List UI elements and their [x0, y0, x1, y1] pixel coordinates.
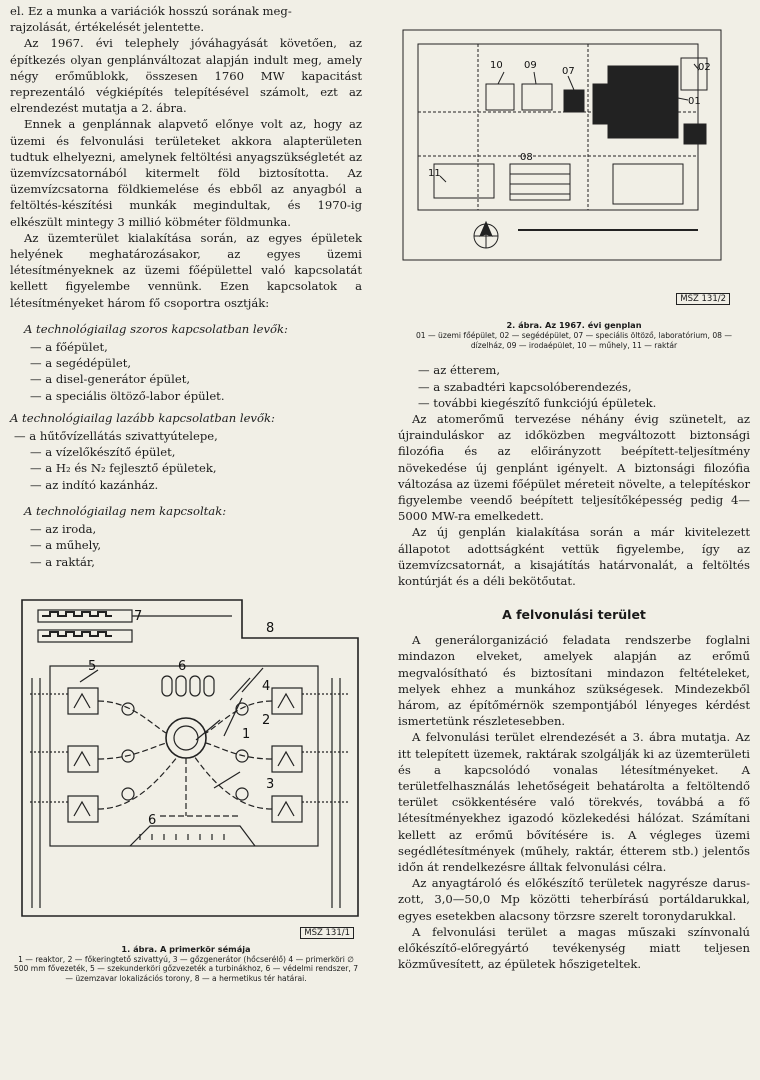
fig2-label-11: 11 [428, 168, 441, 179]
group2-item: — a vízelőkészítő épület, [30, 445, 176, 460]
fig1-label-3: 3 [266, 776, 275, 792]
group1-item: — a segédépület, [30, 356, 132, 371]
group1-title: A technológiailag szoros kapcsolatban levők: [24, 321, 288, 336]
fig2-caption [398, 321, 750, 350]
intro-line-2: rajzolását, értékelését jelentette. [10, 20, 205, 35]
fig2-label-07: 07 [562, 66, 575, 77]
fig1-ref-box [10, 920, 354, 939]
para-gen: A generálorganizáció feladata rendszerbe foglalni mindazon elveket, amelyek alapján az erőmű megvalósítható és biztosítani mindazon feltételeket, melyek ehhez a munkához szükségesek. Mindezekből három, az építőmérnök szempontjából lényeges kérdést ismertetünk részletesebben. [398, 633, 750, 729]
group3-title: A technológiailag nem kapcsoltak: [24, 503, 227, 518]
group1-item: — a disel-generátor épület, [30, 372, 191, 387]
fig2-caption-title: 2. ábra. Az 1967. évi genplan [506, 320, 642, 330]
para-atom: Az atomerőmű tervezése néhány évig szünetelt, az újrainduláskor az időközben megváltozott biztonsági filozófia és az előirányzott beépített-teljesítmény növekedése új genplánt igényelt. A biztonsági filozófia változása az üzemi főépület méreteit növelte, a telepítéskor figyelembe veendő beépített teljesítőképesség pedig 4—5000 MW-ra emelkedett. [398, 412, 750, 524]
intro-paragraph [10, 3, 362, 35]
fig1-ref: MSZ 131/1 [300, 927, 354, 939]
intro-line-1: el. Ez a munka a variációk hosszú sorának meg- [10, 4, 292, 18]
fig1-label-4: 4 [262, 678, 271, 694]
fig2-label-08: 08 [520, 152, 533, 163]
fig2-label-09: 09 [524, 60, 537, 71]
figure-1-primary-circuit-diagram [10, 588, 362, 938]
fig1-label-7: 7 [134, 608, 143, 624]
group3-item: — a műhely, [30, 538, 102, 553]
group2-item: — az indító kazánház. [30, 477, 159, 492]
right-list-item: — az étterem, [418, 363, 501, 378]
fig2-caption-body: 01 — üzemi főépület, 02 — segédépület, 07 — speciális öltöző, laboratórium, 08 — dízelház, 09 — irodaépület, 10 — műhely, 11 — raktár [415, 330, 733, 350]
fig1-label-5: 5 [88, 658, 97, 674]
fig1-label-6b: 6 [148, 812, 157, 828]
para-1967: Az 1967. évi telephely jóváhagyását követően, az építkezés olyan genplánváltozat alapján indult meg, amely négy erőműblokk, összesen 1760 MW kapacitást reprezentáló végkiépítés telepítésével számolt, ezt az elrendezést mutatja a 2. ábra. [10, 36, 362, 116]
fig1-caption [10, 945, 362, 984]
group1-item: — a főépület, [30, 340, 108, 355]
para-genplan: Ennek a genplánnak alapvető előnye volt az, hogy az üzemi és felvonulási területeket akkora alapterületen tudtuk elhelyezni, amelynek feltöltési anyagszükségletét az üzemvízcsatornából kitermelt föld biztosította. Az üzemvízcsatorna földkiemelése és ebből az anyagból a feltöltés-készítési munkák megindultak, és 1970-ig elkészült mintegy 3 millió köbméter földmunka. [10, 117, 362, 229]
fig1-label-8: 8 [266, 620, 275, 636]
right-list-item: — további kiegészítő funkciójú épületek. [418, 395, 657, 410]
para-anyag: Az anyagtároló és előkészítő területek nagyrésze daruszott, 3,0—50,0 Mp közötti teherbírású portáldarukkal, egyes esetekben alacsony törzsre szerelt toronydarukkal. [398, 876, 750, 923]
fig1-caption-title: 1. ábra. A primerkör sémája [121, 943, 251, 954]
fig1-label-2: 2 [262, 712, 271, 728]
fig2-label-02: 02 [698, 62, 711, 73]
group3-item: — az iroda, [30, 522, 97, 537]
right-list-item: — a szabadtéri kapcsolóberendezés, [418, 379, 632, 394]
left-column [10, 0, 362, 984]
fig1-label-1: 1 [242, 726, 251, 742]
right-list [398, 362, 750, 411]
group1-item: — a speciális öltöző-labor épület. [30, 388, 225, 403]
fig2-ref-box [398, 286, 730, 305]
figure-2-genplan-1967 [398, 24, 750, 292]
para-uzemterulet: Az üzemterület kialakítása során, az egyes épületek helyének meghatározásakor, az egyes üzemi létesítményeknek az üzemi főépülettel való kapcsolatát kellett figyelembe vennünk. Ezen kapcsolatok a létesítményeket három fő csoportra osztják: [10, 230, 362, 310]
fig2-label-10: 10 [490, 60, 503, 71]
para-uj: Az új genplán kialakítása során a már kivitelezett állapotot adottságként vettük figyelembe, így az üzemvízcsatornát, a kisajátítás határvonalát, a feltöltés kontúrját és a déli bekötőutat. [398, 525, 750, 589]
fig1-caption-body: 1 — reaktor, 2 — főkeringtető szivattyú, 3 — gőzgenerátor (hőcserélő) 4 — primerköri ∅ 500 mm fővezeték, 5 — szekunderköri gőzvezeték a turbinákhoz, 6 — védelmi rendszer, 7 — üzemzavar lokalizációs torony, 8 — a hermetikus tér határai. [13, 954, 359, 984]
group2-title: A technológiailag lazább kapcsolatban levők: [10, 410, 275, 425]
group2-item: — a hűtővízellátás szivattyútelepe, [14, 429, 218, 444]
fig2-ref: MSZ 131/2 [676, 293, 730, 305]
section-title: A felvonulási terület [502, 607, 646, 623]
fig2-label-01: 01 [688, 96, 701, 107]
group2-item: — a H₂ és N₂ fejlesztő épületek, [30, 461, 217, 476]
fig1-label-6: 6 [178, 658, 187, 674]
right-column [398, 0, 750, 973]
para-felv: A felvonulási terület elrendezését a 3. ábra mutatja. Az itt telepített üzemek, raktárak szolgálják ki az üzemterületi és a kapcsolódó vonalas létesítményeket. A területfelhasználás lehetőségeit behatárolta a feltöltendő terület csökkentésére való törekvés, továbbá a fő létesítményekhez igazodó közlekedési hálózat. Számítani kellett az erőmű bővítésére is. A végleges üzemi segédlétesítmények (műhely, raktár, étterem stb.) jelentős időn át rendelkezésre álltak felvonulási célra. [398, 730, 750, 875]
para-magas: A felvonulási terület a magas műszaki színvonalú előkészítő-előregyártó tevékenység miatt teljesen közművesített, az épületek hőszigeteltek. [398, 924, 750, 972]
group3-item: — a raktár, [30, 554, 95, 569]
